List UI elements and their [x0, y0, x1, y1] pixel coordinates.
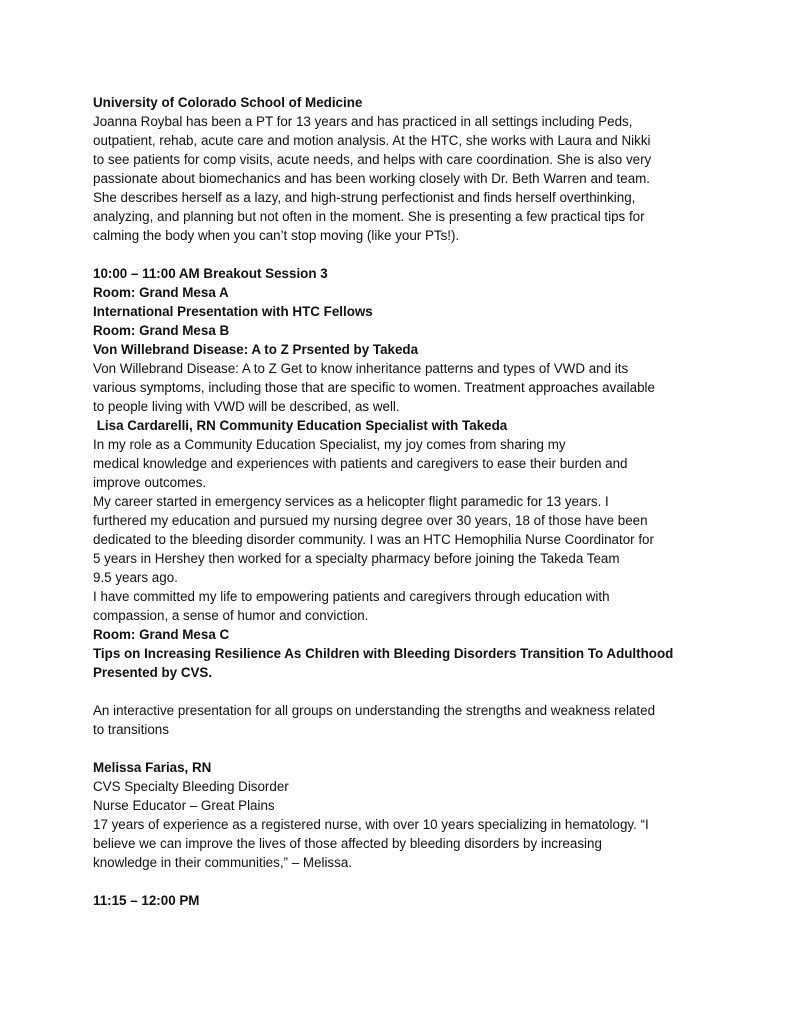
bio1-line: outpatient, rehab, acute care and motion analysis. At the HTC, she works with Laura and Nikki: [93, 133, 651, 148]
speaker-melissa: Melissa Farias, RN: [93, 760, 212, 775]
vwd-desc-line: various symptoms, including those that are specific to women. Treatment approaches available: [93, 380, 655, 395]
bio1-line: passionate about biomechanics and has been working closely with Dr. Beth Warren and team.: [93, 171, 651, 186]
bio1-line: Joanna Roybal has been a PT for 13 years and has practiced in all settings including Peds,: [93, 114, 633, 129]
speaker-lisa: Lisa Cardarelli, RN Community Education Specialist with Takeda: [93, 418, 508, 433]
lisa-bio-line: 5 years in Hershey then worked for a specialty pharmacy before joining the Takeda Team: [93, 551, 620, 566]
room-c-title-line: Presented by CVS.: [93, 665, 213, 680]
next-session-time: 11:15 – 12:00 PM: [93, 893, 200, 908]
bio1-line: She describes herself as a lazy, and high-strung perfectionist and finds herself overthinking,: [93, 190, 636, 205]
lisa-bio-line: medical knowledge and experiences with patients and caregivers to ease their burden and: [93, 456, 628, 471]
room-c: Room: Grand Mesa C: [93, 627, 230, 642]
spacer: [93, 739, 731, 758]
cvs-desc-line: to transitions: [93, 722, 169, 737]
lisa-bio-line: My career started in emergency services as a helicopter flight paramedic for 13 years. I: [93, 494, 609, 509]
bio1-line: to see patients for comp visits, acute needs, and helps with care coordination. She is also very: [93, 152, 652, 167]
cvs-desc-line: An interactive presentation for all groups on understanding the strengths and weakness related: [93, 703, 656, 718]
melissa-bio-line: knowledge in their communities,” – Melissa.: [93, 855, 352, 870]
bio1-line: calming the body when you can’t stop moving (like your PTs!).: [93, 228, 460, 243]
room-a: Room: Grand Mesa A: [93, 285, 229, 300]
lisa-bio-line: 9.5 years ago.: [93, 570, 178, 585]
spacer: [93, 682, 731, 701]
lisa-bio-line: compassion, a sense of humor and conviction.: [93, 608, 369, 623]
lisa-bio-line: dedicated to the bleeding disorder community. I was an HTC Hemophilia Nurse Coordinator for: [93, 532, 654, 547]
melissa-role-line: CVS Specialty Bleeding Disorder: [93, 779, 289, 794]
melissa-bio-line: 17 years of experience as a registered nurse, with over 10 years specializing in hematology. “I: [93, 817, 649, 832]
bio1-heading: University of Colorado School of Medicine: [93, 95, 363, 110]
room-c-title-line: Tips on Increasing Resilience As Children with Bleeding Disorders Transition To Adulthood: [93, 646, 674, 661]
vwd-desc-line: to people living with VWD will be described, as well.: [93, 399, 400, 414]
session3-time: 10:00 – 11:00 AM Breakout Session 3: [93, 266, 328, 281]
lisa-bio-line: improve outcomes.: [93, 475, 207, 490]
room-a-title: International Presentation with HTC Fellows: [93, 304, 373, 319]
melissa-role-line: Nurse Educator – Great Plains: [93, 798, 275, 813]
lisa-bio-line: furthered my education and pursued my nursing degree over 30 years, 18 of those have been: [93, 513, 648, 528]
spacer: [93, 245, 731, 264]
bio1-line: analyzing, and planning but not often in the moment. She is presenting a few practical tips for: [93, 209, 645, 224]
melissa-bio-line: believe we can improve the lives of those affected by bleeding disorders by increasing: [93, 836, 602, 851]
room-b: Room: Grand Mesa B: [93, 323, 230, 338]
lisa-bio-line: In my role as a Community Education Specialist, my joy comes from sharing my: [93, 437, 566, 452]
lisa-bio-line: I have committed my life to empowering patients and caregivers through education with: [93, 589, 610, 604]
room-b-title: Von Willebrand Disease: A to Z Prsented by Takeda: [93, 342, 419, 357]
spacer: [93, 872, 731, 891]
vwd-desc-line: Von Willebrand Disease: A to Z Get to know inheritance patterns and types of VWD and its: [93, 361, 629, 376]
